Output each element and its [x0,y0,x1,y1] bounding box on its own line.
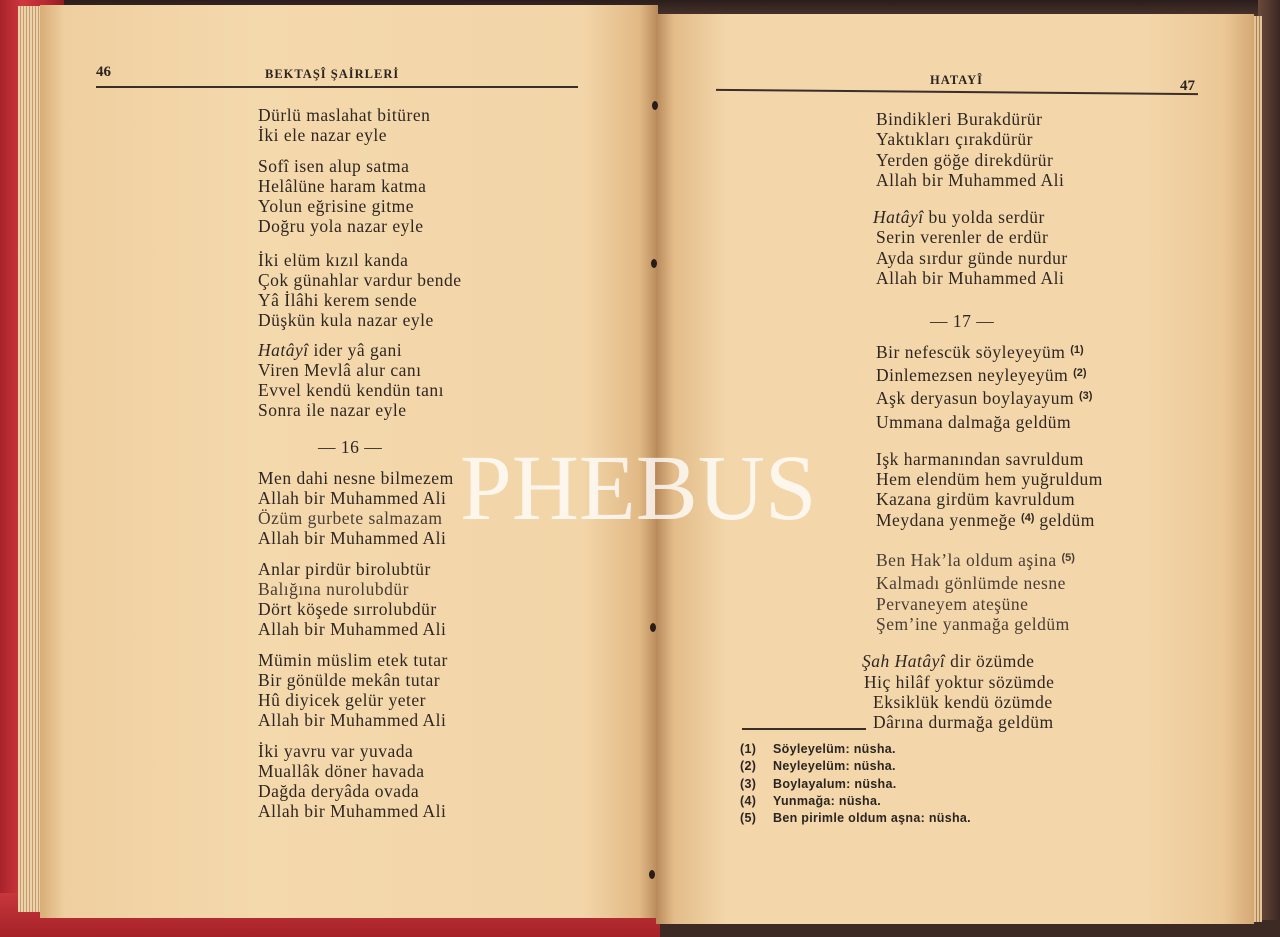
verse-line: Hiç hilâf yoktur sözümde [864,671,1055,692]
verse-line: Özüm gurbete salmazam [258,508,443,528]
verse-line [873,207,1103,227]
verse-line: Allah bir Muhammed Ali [258,801,447,821]
verse-line: Allah bir Muhammed Ali [258,710,447,730]
header-rule [96,86,578,88]
verse-line: Yerden göğe direkdürür [876,149,1054,170]
binding-thread-mark [649,870,655,879]
verse-line: Dürlü maslahat bitüren [258,105,431,125]
verse-line: Allah bir Muhammed Ali [258,528,447,548]
verse-line: İki ele nazar eyle [258,125,387,145]
verse-line: Sonra ile nazar eyle [258,400,407,420]
verse-line: Ummana dalmağa geldüm [876,411,1072,432]
verse-line: Anlar pirdür birolubtür [258,559,431,579]
page-number: 46 [96,64,111,80]
verse-line: Allah bir Muhammed Ali [876,268,1065,289]
watermark: PHEBUS [460,437,817,540]
footnote-text: Yunmağa: nüsha. [773,793,881,808]
running-title: BEKTAŞÎ ŞAİRLERİ [265,67,400,81]
verse-line [876,365,1103,388]
stanza [876,449,1103,533]
binding-thread-mark [652,101,658,110]
verse-line: Dört köşede sırrolubdür [258,599,437,619]
verse-line [876,388,1103,411]
verse-line: Serin verenler de erdür [876,227,1049,248]
stanza [258,468,461,548]
verse-line: Yolun eğrisine gitme [258,196,414,216]
stanza [876,109,1103,190]
verse-line: Doğru yola nazar eyle [258,216,424,236]
verse-line: Men dahi nesne bilmezem [258,468,454,488]
stanza [862,651,1103,733]
verse-line: Çok günahlar vardur bende [258,270,462,290]
verse-line: Pervaneyem ateşüne [876,593,1029,614]
verse-line: Yaktıkları çırakdürür [876,129,1033,150]
footnote-mark: (1) [740,742,757,756]
verse-line: Kazana girdüm kavruldum [876,489,1076,510]
verse-line: Allah bir Muhammed Ali [258,488,447,508]
verse-line: Sofî isen alup satma [258,156,410,176]
footnote-marker: (5) [1061,552,1075,565]
page-number: 47 [1180,78,1195,94]
footnote [740,810,971,827]
footnote-marker: (1) [1070,343,1084,356]
verse-line: Ayda sırdur günde nurdur [876,247,1068,268]
verse-text: Ben Hak’la oldum aşina [876,550,1057,571]
verse-text: ider yâ gani [308,340,403,360]
stanza [876,342,1103,432]
stanza [258,741,461,821]
binding-thread-mark [650,623,656,632]
verse-line: Helâlüne haram katma [258,176,427,196]
verse-line: İki elüm kızıl kanda [258,250,409,270]
verse-line: Mümin müslim etek tutar [258,650,448,670]
poem-number-heading: — 17 — [930,311,995,332]
verse-line [876,510,1103,533]
verse-line [258,340,461,360]
footnotes [740,741,971,827]
stanza [258,105,461,145]
footnote-mark: (5) [740,811,757,826]
verse-line: Evvel kendü kendün tanı [258,380,444,400]
verse-line: Dârına durmağa geldüm [873,712,1054,733]
footnote-mark: (3) [740,776,757,791]
verse-line: İki yavru var yuvada [258,741,414,761]
verse-line [876,550,1103,573]
verse-line: Bindikleri Burakdürür [876,109,1043,129]
verse-line [862,651,1103,671]
footnote-mark: (4) [740,793,757,808]
verse-line: Düşkün kula nazar eyle [258,310,434,330]
right-page-text [862,109,1103,733]
verse-line: Eksiklük kendü özümde [873,691,1053,712]
poet-name: Hatâyî [873,207,924,228]
footnote-marker: (3) [1079,390,1093,403]
poet-name: Hatâyî [258,340,309,360]
left-page-text [258,105,461,821]
verse-line: Kalmadı gönlümde nesne [876,573,1066,594]
stanza [873,207,1103,289]
poet-name: Şah Hatâyî [862,651,946,672]
binding-thread-mark [651,259,657,268]
verse-text: Dinlemezsen neyleyeyüm [876,364,1069,385]
footnote-text: Neyleyelüm: nüsha. [773,759,896,774]
footnote-text: Ben pirimle oldum aşna: nüsha. [773,811,971,826]
verse-text: bu yolda serdür [923,207,1045,228]
poem-number-heading: — 16 — [318,437,383,457]
verse-line: Balığına nurolubdür [258,579,409,599]
stanza [258,559,461,639]
verse-line: Muallâk döner havada [258,761,425,781]
verse-line: Allah bir Muhammed Ali [876,169,1065,190]
verse-text: dir özümde [945,651,1035,672]
verse-text: Aşk deryasun boylayayum [876,388,1075,409]
stanza [876,550,1103,634]
verse-line: Dağda deryâda ovada [258,781,420,801]
running-title: HATAYÎ [930,73,984,87]
footnote [740,741,971,758]
verse-line: Allah bir Muhammed Ali [258,619,447,639]
footnote-marker: (4) [1021,511,1035,524]
footnote [740,793,971,810]
verse-line: Hû diyicek gelür yeter [258,690,426,710]
verse-text: geldüm [1039,509,1095,530]
verse-line: Şem’ine yanmağa geldüm [876,613,1070,634]
stanza [258,156,461,236]
footnote-text: Söyleyelüm: nüsha. [773,742,896,756]
verse-line: Işk harmanından savruldum [876,448,1084,469]
verse-line [876,342,1103,365]
verse-text: Bir nefescük söyleyeyüm [876,341,1066,362]
verse-text: Meydana yenmeğe [876,509,1017,530]
footnote-mark: (2) [740,759,757,774]
footnote-marker: (2) [1073,366,1087,379]
footnote-rule [742,728,866,730]
stanza [258,340,461,420]
verse-line: Yâ İlâhi kerem sende [258,290,418,310]
stanza [258,650,461,730]
verse-line: Bir gönülde mekân tutar [258,670,441,690]
footnote [740,758,971,775]
stanza [258,250,461,330]
footnote-text: Boylayalum: nüsha. [773,776,897,791]
verse-line: Viren Mevlâ alur canı [258,360,422,380]
footnote [740,776,971,793]
verse-line: Hem elendüm hem yuğruldum [876,469,1103,490]
